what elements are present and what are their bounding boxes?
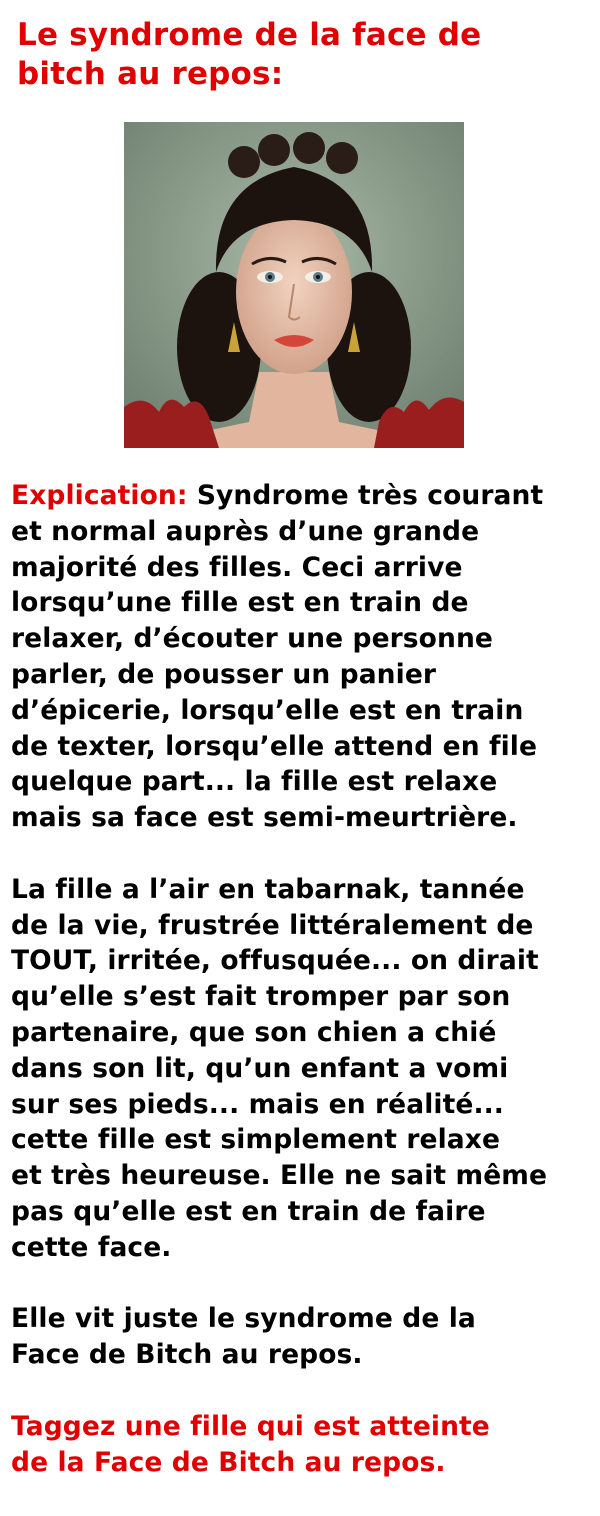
- text-line: Face de Bitch au repos.: [11, 1339, 363, 1371]
- text-line: mais sa face est semi-meurtrière.: [11, 802, 518, 834]
- title-line-1: Le syndrome de la face de: [17, 17, 482, 53]
- text-line: qu’elle s’est fait tromper par son: [11, 981, 511, 1013]
- face: [236, 210, 352, 374]
- text-line: de texter, lorsqu’elle attend en file: [11, 730, 538, 762]
- text-line: de la Face de Bitch au repos.: [11, 1446, 446, 1478]
- text-line: Elle vit juste le syndrome de la: [11, 1303, 476, 1335]
- curl-4: [326, 142, 358, 174]
- paragraph-call-to-action: [11, 1409, 596, 1481]
- paragraph-conclusion: [11, 1301, 596, 1373]
- paragraph-explication: [11, 478, 596, 836]
- page-title: [17, 16, 587, 94]
- curl-1: [228, 146, 260, 178]
- explication-label: Explication:: [11, 480, 188, 511]
- text-line: dans son lit, qu’un enfant a vomi: [11, 1052, 509, 1084]
- curl-2: [258, 134, 290, 166]
- text-line: lorsqu’une fille est en train de: [11, 587, 469, 619]
- portrait-illustration: [124, 122, 464, 448]
- text-line: Syndrome très courant: [187, 480, 544, 511]
- text-line: cette face.: [11, 1231, 172, 1263]
- text-line: La fille a l’air en tabarnak, tannée: [11, 873, 525, 905]
- text-line: TOUT, irritée, offusquée... on dirait: [11, 945, 539, 977]
- text-line: de la vie, frustrée littéralement de: [11, 909, 534, 941]
- text-line: et normal auprès d’une grande: [11, 515, 480, 547]
- paragraph-description: [11, 872, 596, 1266]
- title-line-2: bitch au repos:: [17, 56, 284, 92]
- article-body: [11, 478, 596, 1516]
- text-line: d’épicerie, lorsqu’elle est en train: [11, 694, 524, 726]
- text-line: parler, de pousser un panier: [11, 658, 437, 690]
- text-line: quelque part... la fille est relaxe: [11, 766, 498, 798]
- text-line: relaxer, d’écouter une personne: [11, 623, 493, 655]
- text-line: partenaire, que son chien a chié: [11, 1016, 497, 1048]
- text-line: Taggez une fille qui est atteinte: [11, 1410, 490, 1442]
- text-line: et très heureuse. Elle ne sait même: [11, 1160, 548, 1192]
- portrait-image: [124, 122, 464, 448]
- text-line: pas qu’elle est en train de faire: [11, 1195, 486, 1227]
- curl-3: [293, 132, 325, 164]
- text-line: majorité des filles. Ceci arrive: [11, 551, 463, 583]
- text-line: sur ses pieds... mais en réalité...: [11, 1088, 504, 1120]
- text-line: cette fille est simplement relaxe: [11, 1124, 501, 1156]
